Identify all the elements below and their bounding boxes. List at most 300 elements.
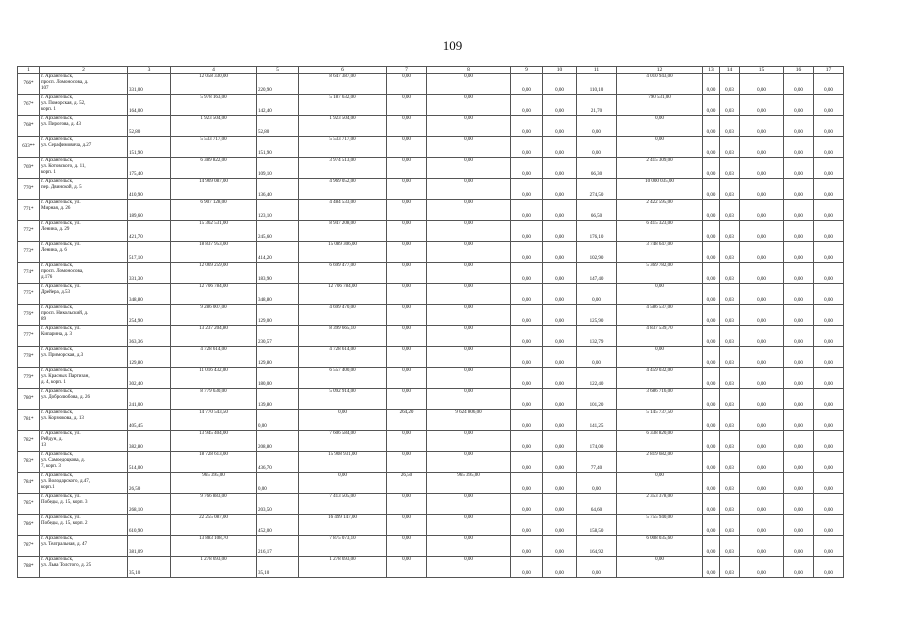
address-cell	[40, 284, 128, 305]
cell-c10: 0,00	[543, 221, 577, 242]
cell-c15: 0,00	[740, 347, 784, 368]
cell-c16: 0,00	[784, 158, 814, 179]
cell-c4: 13 883 108,70	[171, 536, 257, 557]
column-number: 4	[171, 67, 257, 74]
cell-c9: 0,00	[511, 95, 543, 116]
cell-c17: 0,00	[814, 515, 844, 536]
row-number: 769*	[18, 158, 40, 179]
cell-c15: 0,00	[740, 452, 784, 473]
address-line: г. Архангельск,	[41, 305, 74, 310]
cell-c10: 0,00	[543, 200, 577, 221]
cell-c10: 0,00	[543, 326, 577, 347]
cell-c3: 129,80	[128, 347, 171, 368]
cell-c3: 241,00	[128, 389, 171, 410]
column-number: 2	[40, 67, 128, 74]
cell-c15: 0,00	[740, 410, 784, 431]
cell-c9: 0,00	[511, 242, 543, 263]
table-row	[18, 326, 844, 347]
address-line: г. Архангельск,	[41, 389, 74, 394]
address-line: корп. 1	[41, 170, 56, 175]
cell-c11: 132,79	[577, 326, 617, 347]
cell-c14: 0,03	[720, 242, 740, 263]
address-line: просп. Ломоносова, д.	[41, 80, 89, 85]
address-line: пер. Двинской, д. 5	[41, 185, 82, 190]
row-number: 777*	[18, 326, 40, 347]
cell-c3: 175,40	[128, 158, 171, 179]
table-row	[18, 263, 844, 284]
cell-c10: 0,00	[543, 494, 577, 515]
cell-c14: 0,03	[720, 347, 740, 368]
column-number: 17	[814, 67, 844, 74]
cell-c8: 0,00	[427, 494, 511, 515]
cell-c7: 0,00	[387, 179, 427, 200]
cell-c12: 2 819 682,00	[617, 452, 703, 473]
cell-c7: 0,00	[387, 158, 427, 179]
cell-c15: 0,00	[740, 326, 784, 347]
table-row	[18, 305, 844, 326]
cell-c9: 0,00	[511, 473, 543, 494]
cell-c14: 0,03	[720, 179, 740, 200]
cell-c8: 0,00	[427, 242, 511, 263]
cell-c12: 790 531,00	[617, 95, 703, 116]
cell-c14: 0,03	[720, 74, 740, 95]
address-line: ул. Приморская, д.3	[41, 353, 84, 358]
cell-c16: 0,00	[784, 74, 814, 95]
address-line: д.176	[41, 275, 53, 280]
cell-c4: 12 069 259,00	[171, 263, 257, 284]
cell-c11: 0,00	[577, 347, 617, 368]
cell-c13: 0,00	[703, 179, 720, 200]
cell-c7: 0,00	[387, 284, 427, 305]
cell-c15: 0,00	[740, 473, 784, 494]
cell-c4: 15 362 531,00	[171, 221, 257, 242]
column-number: 10	[543, 67, 577, 74]
cell-c5: 436,70	[257, 452, 299, 473]
address-cell	[40, 368, 128, 389]
address-cell	[40, 326, 128, 347]
cell-c5: 0,00	[257, 410, 299, 431]
cell-c6: 7 413 505,00	[299, 494, 387, 515]
cell-c17: 0,00	[814, 95, 844, 116]
cell-c12: 2 415 309,00	[617, 158, 703, 179]
cell-c3: 189,60	[128, 200, 171, 221]
address-line: Ленина, д. 29	[41, 227, 70, 232]
cell-c4: 13 945 404,00	[171, 431, 257, 452]
cell-c6: 16 499 147,00	[299, 515, 387, 536]
address-line: ул. Самоедоцкова, д.	[41, 458, 85, 463]
address-line: ул. Льва Толстого, д. 25	[41, 563, 92, 568]
cell-c4: 5 533 717,00	[171, 137, 257, 158]
cell-c6: 15 089 306,00	[299, 242, 387, 263]
cell-c13: 0,00	[703, 305, 720, 326]
address-line: д. 4, корп. 1	[41, 380, 66, 385]
cell-c13: 0,00	[703, 326, 720, 347]
cell-c5: 414,20	[257, 242, 299, 263]
cell-c13: 0,00	[703, 410, 720, 431]
row-number: 772*	[18, 221, 40, 242]
cell-c17: 0,00	[814, 431, 844, 452]
cell-c11: 147,40	[577, 263, 617, 284]
cell-c13: 0,00	[703, 242, 720, 263]
cell-c7: 264,20	[387, 410, 427, 431]
cell-c9: 0,00	[511, 410, 543, 431]
cell-c15: 0,00	[740, 95, 784, 116]
address-line: Победы, д. 15, корп. 2	[41, 521, 88, 526]
column-number: 6	[299, 67, 387, 74]
table-row	[18, 137, 844, 158]
address-line: просп. Ломоносова,	[41, 269, 84, 274]
cell-c7: 0,00	[387, 116, 427, 137]
cell-c4: 6 389 822,00	[171, 158, 257, 179]
cell-c7: 0,00	[387, 74, 427, 95]
cell-c16: 0,00	[784, 347, 814, 368]
cell-c11: 0,00	[577, 137, 617, 158]
cell-c12: 3 686 716,00	[617, 389, 703, 410]
cell-c6: 1 278 693,00	[299, 557, 387, 578]
cell-c10: 0,00	[543, 305, 577, 326]
cell-c6: 0,00	[299, 410, 387, 431]
cell-c9: 0,00	[511, 116, 543, 137]
column-number: 14	[720, 67, 740, 74]
cell-c4: 9 286 007,00	[171, 305, 257, 326]
cell-c4: 6 907 128,00	[171, 200, 257, 221]
table-row	[18, 284, 844, 305]
cell-c4: 18 837 953,00	[171, 242, 257, 263]
cell-c10: 0,00	[543, 158, 577, 179]
cell-c7: 0,00	[387, 494, 427, 515]
address-cell	[40, 179, 128, 200]
cell-c11: 66,30	[577, 158, 617, 179]
cell-c11: 0,00	[577, 557, 617, 578]
cell-c16: 0,00	[784, 242, 814, 263]
address-line: ул. Корзюкова, д. 13	[41, 416, 84, 421]
cell-c8: 0,00	[427, 452, 511, 473]
cell-c10: 0,00	[543, 410, 577, 431]
column-number: 5	[257, 67, 299, 74]
cell-c10: 0,00	[543, 116, 577, 137]
cell-c16: 0,00	[784, 473, 814, 494]
address-line: г. Архангельск,	[41, 452, 74, 457]
cell-c14: 0,03	[720, 389, 740, 410]
cell-c3: 26,50	[128, 473, 171, 494]
cell-c12: 0,00	[617, 116, 703, 137]
cell-c12: 4 459 032,00	[617, 368, 703, 389]
column-number: 3	[128, 67, 171, 74]
cell-c8: 0,00	[427, 536, 511, 557]
table-row	[18, 368, 844, 389]
cell-c13: 0,00	[703, 431, 720, 452]
cell-c6: 8 399 665,10	[299, 326, 387, 347]
cell-c11: 141,25	[577, 410, 617, 431]
cell-c9: 0,00	[511, 557, 543, 578]
cell-c7: 0,00	[387, 200, 427, 221]
address-line: Мирная, д. 26	[41, 206, 71, 211]
cell-c16: 0,00	[784, 368, 814, 389]
row-number: 774*	[18, 263, 40, 284]
cell-c11: 0,00	[577, 284, 617, 305]
row-number: 787*	[18, 536, 40, 557]
cell-c15: 0,00	[740, 200, 784, 221]
cell-c3: 421,70	[128, 221, 171, 242]
cell-c15: 0,00	[740, 284, 784, 305]
cell-c11: 0,00	[577, 473, 617, 494]
cell-c3: 151,90	[128, 137, 171, 158]
address-cell	[40, 473, 128, 494]
cell-c8: 0,00	[427, 263, 511, 284]
address-cell	[40, 494, 128, 515]
cell-c13: 0,00	[703, 263, 720, 284]
cell-c5: 452,00	[257, 515, 299, 536]
cell-c14: 0,03	[720, 452, 740, 473]
cell-c3: 382,80	[128, 431, 171, 452]
address-line: г. Архангельск,	[41, 158, 74, 163]
cell-c12: 5 755 940,00	[617, 515, 703, 536]
cell-c17: 0,00	[814, 263, 844, 284]
cell-c6: 4 484 533,00	[299, 200, 387, 221]
cell-c17: 0,00	[814, 326, 844, 347]
table-row	[18, 116, 844, 137]
cell-c9: 0,00	[511, 536, 543, 557]
cell-c5: 129,80	[257, 347, 299, 368]
cell-c3: 517,10	[128, 242, 171, 263]
cell-c10: 0,00	[543, 284, 577, 305]
cell-c4: 8 779 630,00	[171, 389, 257, 410]
cell-c5: 35,10	[257, 557, 299, 578]
cell-c10: 0,00	[543, 452, 577, 473]
cell-c7: 0,00	[387, 221, 427, 242]
cell-c16: 0,00	[784, 179, 814, 200]
cell-c3: 410,90	[128, 179, 171, 200]
cell-c9: 0,00	[511, 179, 543, 200]
cell-c3: 254,90	[128, 305, 171, 326]
cell-c9: 0,00	[511, 326, 543, 347]
cell-c11: 102,90	[577, 242, 617, 263]
cell-c13: 0,00	[703, 557, 720, 578]
register-table	[17, 66, 844, 578]
cell-c15: 0,00	[740, 158, 784, 179]
table-row	[18, 389, 844, 410]
cell-c16: 0,00	[784, 137, 814, 158]
address-line: корп. 1	[41, 107, 56, 112]
cell-c10: 0,00	[543, 137, 577, 158]
row-number: 781*	[18, 410, 40, 431]
row-number: 778*	[18, 347, 40, 368]
cell-c3: 164,00	[128, 95, 171, 116]
cell-c3: 35,10	[128, 557, 171, 578]
address-line: г. Архангельск,	[41, 263, 74, 268]
cell-c16: 0,00	[784, 452, 814, 473]
cell-c14: 0,03	[720, 116, 740, 137]
cell-c15: 0,00	[740, 263, 784, 284]
cell-c4: 18 728 613,00	[171, 452, 257, 473]
row-number: 775*	[18, 284, 40, 305]
cell-c14: 0,03	[720, 158, 740, 179]
cell-c14: 0,03	[720, 200, 740, 221]
cell-c14: 0,03	[720, 536, 740, 557]
cell-c3: 348,80	[128, 284, 171, 305]
cell-c3: 514,00	[128, 452, 171, 473]
cell-c12: 5 145 737,50	[617, 410, 703, 431]
cell-c10: 0,00	[543, 473, 577, 494]
cell-c6: 6 699 477,00	[299, 263, 387, 284]
cell-c13: 0,00	[703, 200, 720, 221]
cell-c17: 0,00	[814, 368, 844, 389]
cell-c9: 0,00	[511, 263, 543, 284]
cell-c14: 0,03	[720, 221, 740, 242]
cell-c8: 0,00	[427, 221, 511, 242]
cell-c13: 0,00	[703, 368, 720, 389]
cell-c16: 0,00	[784, 515, 814, 536]
table-row	[18, 95, 844, 116]
address-cell	[40, 263, 128, 284]
cell-c8: 0,00	[427, 179, 511, 200]
cell-c4: 11 016 432,00	[171, 368, 257, 389]
cell-c7: 0,00	[387, 515, 427, 536]
address-cell	[40, 158, 128, 179]
cell-c14: 0,03	[720, 410, 740, 431]
row-number: 780*	[18, 389, 40, 410]
address-line: Кипарина, д. 3	[41, 332, 73, 337]
address-cell	[40, 116, 128, 137]
cell-c5: 109,10	[257, 158, 299, 179]
cell-c7: 0,00	[387, 95, 427, 116]
cell-c5: 183,90	[257, 263, 299, 284]
cell-c17: 0,00	[814, 347, 844, 368]
cell-c15: 0,00	[740, 116, 784, 137]
cell-c14: 0,03	[720, 95, 740, 116]
cell-c4: 13 237 204,80	[171, 326, 257, 347]
cell-c4: 965 395,00	[171, 473, 257, 494]
column-number: 12	[617, 67, 703, 74]
cell-c12: 0,00	[617, 557, 703, 578]
cell-c8: 0,00	[427, 347, 511, 368]
cell-c7: 0,00	[387, 305, 427, 326]
cell-c15: 0,00	[740, 179, 784, 200]
cell-c6: 8 947 208,00	[299, 221, 387, 242]
row-number: 784*	[18, 473, 40, 494]
cell-c17: 0,00	[814, 305, 844, 326]
address-line: г. Архангельск,	[41, 536, 74, 541]
table-row	[18, 452, 844, 473]
cell-c8: 0,00	[427, 389, 511, 410]
cell-c14: 0,03	[720, 305, 740, 326]
cell-c16: 0,00	[784, 410, 814, 431]
cell-c11: 274,50	[577, 179, 617, 200]
cell-c7: 0,00	[387, 431, 427, 452]
cell-c9: 0,00	[511, 452, 543, 473]
row-number: 771*	[18, 200, 40, 221]
cell-c14: 0,03	[720, 326, 740, 347]
address-line: корп.1	[41, 485, 55, 490]
cell-c4: 4 728 614,00	[171, 347, 257, 368]
cell-c13: 0,00	[703, 347, 720, 368]
cell-c10: 0,00	[543, 179, 577, 200]
address-line: 7, корп. 3	[41, 464, 61, 469]
table-row	[18, 158, 844, 179]
row-number: 770*	[18, 179, 40, 200]
page-number: 109	[442, 38, 463, 53]
cell-c17: 0,00	[814, 473, 844, 494]
cell-c14: 0,03	[720, 473, 740, 494]
table-row	[18, 179, 844, 200]
address-line: Рейдун, д.	[41, 437, 63, 442]
address-cell	[40, 410, 128, 431]
cell-c7: 26,50	[387, 473, 427, 494]
cell-c6: 1 923 504,00	[299, 116, 387, 137]
cell-c15: 0,00	[740, 515, 784, 536]
cell-c17: 0,00	[814, 494, 844, 515]
cell-c11: 122,40	[577, 368, 617, 389]
cell-c3: 363,36	[128, 326, 171, 347]
cell-c4: 14 969 087,00	[171, 179, 257, 200]
cell-c8: 9 624 806,00	[427, 410, 511, 431]
cell-c3: 331,30	[128, 263, 171, 284]
cell-c7: 0,00	[387, 368, 427, 389]
cell-c6: 4 728 614,00	[299, 347, 387, 368]
cell-c13: 0,00	[703, 284, 720, 305]
cell-c6: 8 647 387,00	[299, 74, 387, 95]
cell-c5: 0,00	[257, 473, 299, 494]
address-line: Ленина, д. 6	[41, 248, 67, 253]
cell-c8: 0,00	[427, 200, 511, 221]
cell-c5: 52,80	[257, 116, 299, 137]
cell-c13: 0,00	[703, 95, 720, 116]
cell-c9: 0,00	[511, 284, 543, 305]
address-cell	[40, 536, 128, 557]
cell-c8: 965 395,00	[427, 473, 511, 494]
cell-c13: 0,00	[703, 116, 720, 137]
cell-c11: 0,00	[577, 116, 617, 137]
cell-c12: 4 586 537,00	[617, 305, 703, 326]
cell-c3: 268,10	[128, 494, 171, 515]
cell-c12: 4 010 943,00	[617, 74, 703, 95]
cell-c10: 0,00	[543, 263, 577, 284]
cell-c15: 0,00	[740, 137, 784, 158]
cell-c6: 6 557 400,00	[299, 368, 387, 389]
cell-c8: 0,00	[427, 284, 511, 305]
cell-c6: 7 875 073,10	[299, 536, 387, 557]
column-number: 16	[784, 67, 814, 74]
cell-c17: 0,00	[814, 557, 844, 578]
cell-c8: 0,00	[427, 515, 511, 536]
row-number: 766*	[18, 74, 40, 95]
cell-c5: 180,00	[257, 368, 299, 389]
cell-c10: 0,00	[543, 347, 577, 368]
table-row	[18, 515, 844, 536]
table-row	[18, 557, 844, 578]
cell-c10: 0,00	[543, 74, 577, 95]
cell-c12: 6 338 820,00	[617, 431, 703, 452]
cell-c5: 203,50	[257, 494, 299, 515]
cell-c12: 0,00	[617, 284, 703, 305]
cell-c15: 0,00	[740, 221, 784, 242]
cell-c12: 5 369 782,00	[617, 263, 703, 284]
column-number-row	[18, 67, 844, 74]
address-line: г. Архангельск, ул.	[41, 515, 81, 520]
cell-c13: 0,00	[703, 536, 720, 557]
cell-c5: 220,90	[257, 74, 299, 95]
cell-c16: 0,00	[784, 326, 814, 347]
cell-c12: 4 837 539,70	[617, 326, 703, 347]
cell-c14: 0,03	[720, 368, 740, 389]
address-line: г. Архангельск,	[41, 74, 74, 79]
cell-c14: 0,03	[720, 284, 740, 305]
cell-c5: 208,80	[257, 431, 299, 452]
cell-c16: 0,00	[784, 284, 814, 305]
cell-c10: 0,00	[543, 557, 577, 578]
cell-c7: 0,00	[387, 557, 427, 578]
address-line: 89	[41, 317, 46, 322]
